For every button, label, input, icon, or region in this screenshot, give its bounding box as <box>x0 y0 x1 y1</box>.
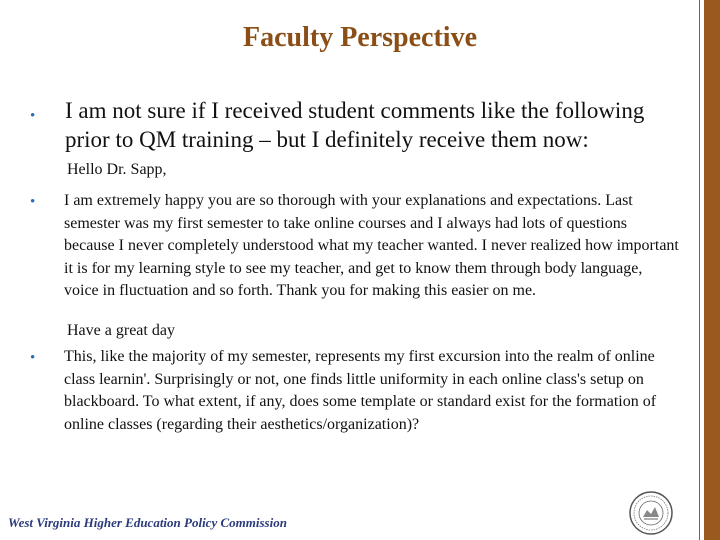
bullet-intro-text: I am not sure if I received student comments like the following prior to QM training – but I definitely receive them now: <box>65 98 645 152</box>
seal-icon <box>628 490 674 536</box>
right-border-bar <box>704 0 720 540</box>
bullet-comment-1 <box>30 190 680 303</box>
bullet-comment-2 <box>30 346 680 436</box>
closing-text: Have a great day <box>67 322 175 339</box>
slide-title: Faculty Perspective <box>242 22 478 53</box>
bullet-comment-2-text: This, like the majority of my semester, represents my first excursion into the realm of online class learnin'. Surprisingly or not, one finds little uniformity in each online class's setup on blackboard. To what extent, if any, does some template or standard exist for the formation of online classes (regarding their aesthetics/organization)? <box>64 348 657 433</box>
bullet-icon: • <box>30 194 36 210</box>
greeting-text: Hello Dr. Sapp, <box>67 161 167 178</box>
bullet-intro <box>30 96 680 154</box>
bullet-icon: • <box>30 350 36 366</box>
right-border-line <box>699 0 700 540</box>
footer-organization: West Virginia Higher Education Policy Commission <box>8 515 287 530</box>
bullet-icon: • <box>30 108 36 124</box>
bullet-comment-1-text: I am extremely happy you are so thorough with your explanations and expectations. Last semester was my first semester to take online courses and I always had lots of questions because I never completely understood what my teacher wanted. I never realized how important it is for my learning style to see my teacher, and get to know them through body language, voice in fluctuation and so forth. Thank you for making this easier on me. <box>64 192 679 299</box>
